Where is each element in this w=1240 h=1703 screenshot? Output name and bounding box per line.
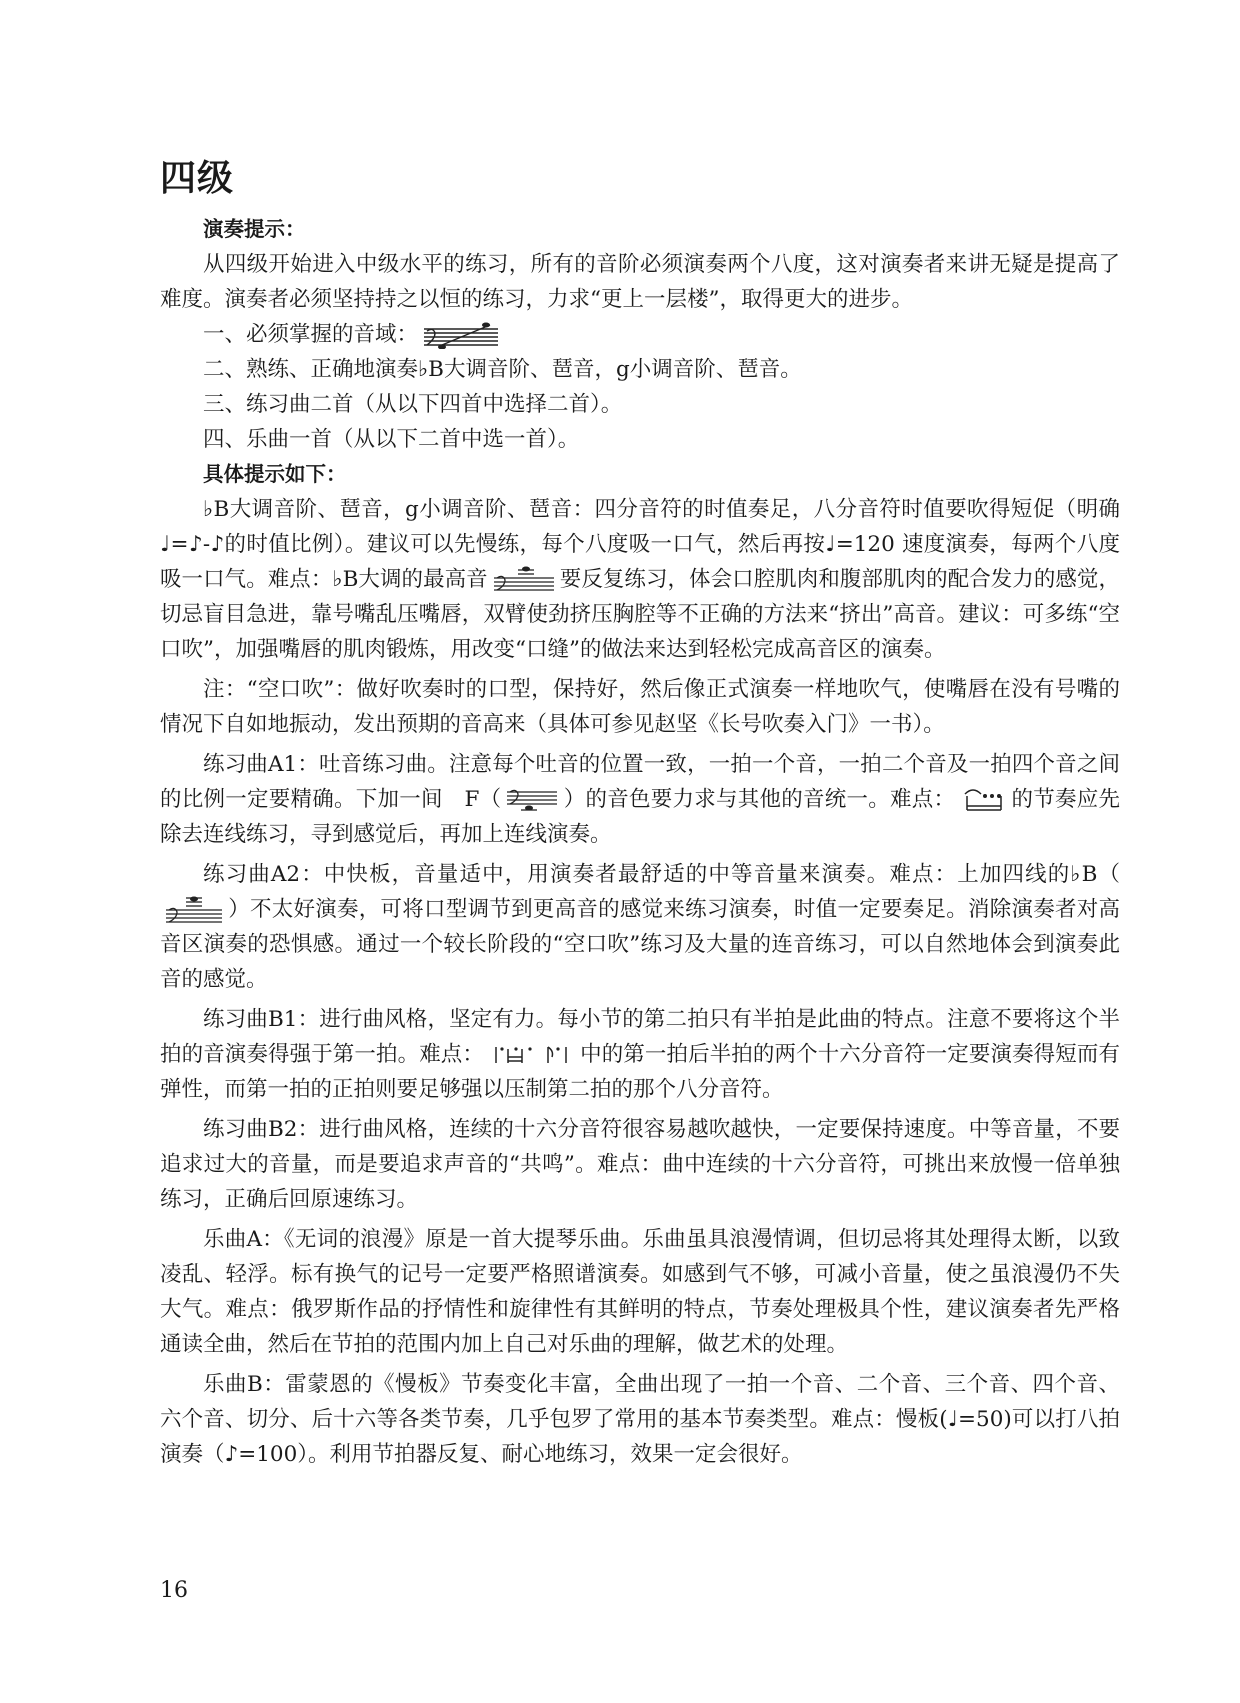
scale-paragraph-part-1: ♭B大调音阶、琶音，g小调音阶、琶音：四分音符的时值奏足，八分音符时值要吹得短促（明确♩=♪-♪的时值比例）。建议可以先慢练，每个八度吸一口气，然后再按♩=120 速度演奏，每两个八度吸一口气。难点：♭B大调的最高音	[160, 497, 1120, 592]
page-title: 四级	[160, 158, 235, 199]
scale-paragraph	[160, 492, 1120, 667]
slurred-rhythm-icon	[961, 786, 1005, 814]
requirement-item-1	[160, 317, 1120, 352]
etude-a1-part-2: ）的音色要力求与其他的音统一。难点：	[563, 787, 956, 812]
etude-a2-part-1: 练习曲A2：中快板，音量适中，用演奏者最舒适的中等音量来演奏。难点：上加四线的♭B（	[203, 862, 1120, 887]
etude-a1-part-1: 练习曲A1：吐音练习曲。注意每个吐音的位置一致，一拍一个音，一拍二个音及一拍四个音之间的比例一定要精确。下加一间 F（	[160, 752, 1120, 812]
section-heading-details: 具体提示如下：	[203, 462, 347, 486]
bass-clef-ledger-b-icon	[166, 896, 222, 924]
document-body	[160, 212, 1120, 1472]
intro-paragraph: 从四级开始进入中级水平的练习，所有的音阶必须演奏两个八度，这对演奏者来讲无疑是提高了难度。演奏者必须坚持持之以恒的练习，力求“更上一层楼”，取得更大的进步。	[160, 252, 1120, 312]
bass-clef-low-f-icon	[507, 786, 557, 814]
page-number: 16	[160, 1578, 188, 1603]
etude-a1-paragraph	[160, 747, 1120, 852]
requirement-item-4: 四、乐曲一首（从以下二首中选一首）。	[203, 427, 580, 452]
piece-b-paragraph: 乐曲B：雷蒙恩的《慢板》节奏变化丰富，全曲出现了一拍一个音、二个音、三个音、四个音、六个音、切分、后十六等各类节奏，几乎包罗了常用的基本节奏类型。难点：慢板(♩=50)可以打八拍演奏（♪=100）。利用节拍器反复、耐心地练习，效果一定会很好。	[160, 1372, 1120, 1467]
requirement-item-1-text: 一、必须掌握的音域：	[203, 322, 419, 347]
etude-b2-paragraph: 练习曲B2：进行曲风格，连续的十六分音符很容易越吹越快，一定要保持速度。中等音量，不要追求过大的音量，而是要追求声音的“共鸣”。难点：曲中连续的十六分音符，可挑出来放慢一倍单独练习，正确后回原速练习。	[160, 1117, 1120, 1212]
etude-a1-part-3: 的节奏应先除去连线练习，寻到感觉后，再加上连线演奏。	[160, 787, 1120, 847]
piece-a-paragraph: 乐曲A：《无词的浪漫》原是一首大提琴乐曲。乐曲虽具浪漫情调，但切忌将其处理得太断，以致凌乱、轻浮。标有换气的记号一定要严格照谱演奏。如感到气不够，可减小音量，使之虽浪漫仍不失大气。难点：俄罗斯作品的抒情性和旋律性有其鲜明的特点，节奏处理极具个性，建议演奏者先严格通读全曲，然后在节拍的范围内加上自己对乐曲的理解，做艺术的处理。	[160, 1227, 1120, 1357]
requirement-item-3: 三、练习曲二首（从以下四首中选择二首）。	[203, 392, 623, 417]
requirement-item-2: 二、熟练、正确地演奏♭B大调音阶、琶音，g小调音阶、琶音。	[203, 357, 802, 382]
etude-b1-part-1: 练习曲B1：进行曲风格，坚定有力。每小节的第二拍只有半拍是此曲的特点。注意不要将这个半拍的音演奏得强于第一拍。难点：	[160, 1007, 1120, 1067]
etude-a2-part-2: ）不太好演奏，可将口型调节到更高音的感觉来练习演奏，时值一定要奏足。消除演奏者对高音区演奏的恐惧感。通过一个较长阶段的“空口吹”练习及大量的连音练习，可以自然地体会到演奏此音的感觉。	[160, 897, 1120, 992]
march-rhythm-icon	[490, 1041, 574, 1069]
note-paragraph: 注：“空口吹”：做好吹奏时的口型，保持好，然后像正式演奏一样地吹气，使嘴唇在没有号嘴的情况下自如地振动，发出预期的音高来（具体可参见赵坚《长号吹奏入门》一书）。	[160, 677, 1120, 737]
etude-b1-part-2: 中的第一拍后半拍的两个十六分音符一定要演奏得短而有弹性，而第一拍的正拍则要足够强以压制第二拍的那个八分音符。	[160, 1042, 1120, 1102]
scale-paragraph-part-2: 要反复练习，体会口腔肌肉和腹部肌肉的配合发力的感觉，切忌盲目急进，靠号嘴乱压嘴唇，双臂使劲挤压胸腔等不正确的方法来“挤出”高音。建议：可多练“空口吹”，加强嘴唇的肌肉锻炼，用改变“口缝”的做法来达到轻松完成高音区的演奏。	[160, 567, 1120, 662]
bass-clef-high-note-icon	[494, 566, 554, 594]
section-heading-tips: 演奏提示：	[203, 217, 306, 241]
etude-b1-paragraph	[160, 1002, 1120, 1107]
etude-a2-paragraph	[160, 857, 1120, 997]
bass-clef-range-icon	[424, 321, 498, 349]
